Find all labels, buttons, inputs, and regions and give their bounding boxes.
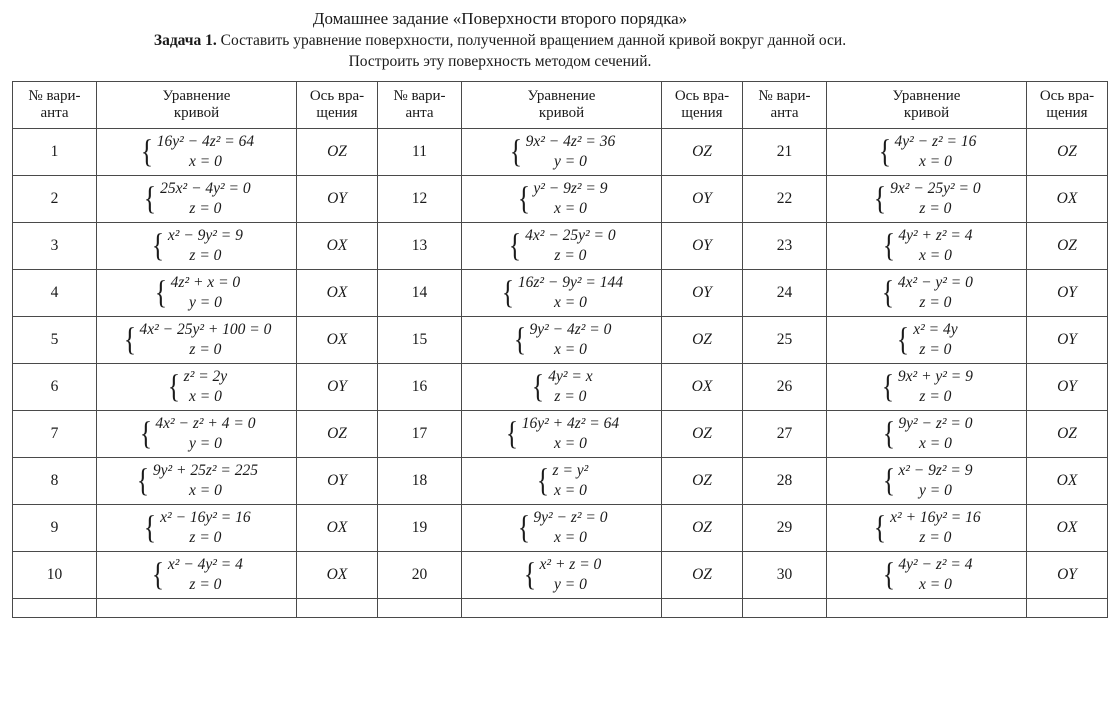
header-axis-line1: Ось вра-: [1039, 87, 1095, 104]
task-line: [12, 31, 988, 51]
table-row: [13, 364, 1108, 411]
rotation-axis: OX: [662, 364, 743, 411]
task-text: Составить уравнение поверхности, полученной вращением данной кривой вокруг данной оси.: [216, 32, 847, 50]
rotation-axis: OY: [662, 176, 743, 223]
equation-line-2: z = 0: [919, 529, 952, 547]
brace-glyph: {: [874, 180, 887, 217]
rotation-axis: OZ: [662, 505, 743, 552]
header-axis-line1: Ось вра-: [674, 87, 730, 104]
footer-cell: [297, 599, 378, 618]
equation-line-2: y = 0: [553, 576, 587, 594]
brace-glyph: {: [882, 227, 895, 264]
header-variant-line2: анта: [770, 105, 799, 122]
equation-line-2: x = 0: [554, 435, 587, 453]
rotation-axis: OZ: [297, 411, 378, 458]
curve-equation: [462, 270, 662, 317]
curve-equation: [827, 223, 1027, 270]
equation-line-2: z = 0: [919, 294, 952, 312]
rotation-axis: OX: [297, 223, 378, 270]
equation-line-1: 4x² − z² + 4 = 0: [155, 415, 256, 433]
variant-number: 13: [378, 223, 462, 270]
variant-number: 5: [13, 317, 97, 364]
footer-cell: [743, 599, 827, 618]
curve-equation: [97, 505, 297, 552]
table-header: [13, 82, 1108, 129]
equation-line-2: x = 0: [189, 388, 222, 406]
equation-line-1: 4y² + z² = 4: [898, 227, 973, 245]
equation-line-1: 9y² + 25z² = 225: [152, 462, 258, 480]
variant-number: 26: [743, 364, 827, 411]
equation-line-1: 4y² = x: [548, 368, 593, 386]
equation-line-1: 4z² + x = 0: [170, 274, 241, 292]
header-variant-1: [13, 82, 97, 129]
brace-glyph: {: [897, 321, 910, 358]
variant-number: 27: [743, 411, 827, 458]
rotation-axis: OY: [1027, 317, 1108, 364]
curve-equation: [827, 458, 1027, 505]
variant-number: 6: [13, 364, 97, 411]
equation-line-2: y = 0: [554, 153, 587, 171]
table-header-row: [13, 82, 1108, 129]
variant-number: 14: [378, 270, 462, 317]
equation-line-2: z = 0: [189, 341, 222, 359]
header-variant-2: [378, 82, 462, 129]
brace-glyph: {: [513, 321, 526, 358]
equation-line-1: x² + z = 0: [539, 556, 602, 574]
rotation-axis: OY: [662, 223, 743, 270]
equation-line-1: 4y² − z² = 16: [894, 133, 977, 151]
footer-cell: [662, 599, 743, 618]
equation-line-1: 4y² − z² = 4: [898, 556, 973, 574]
equation-line-2: z = 0: [554, 247, 587, 265]
equation-line-2: x = 0: [554, 200, 587, 218]
equation-line-1: y² − 9z² = 9: [533, 180, 608, 198]
equation-line-1: 4x² − 25y² + 100 = 0: [139, 321, 272, 339]
brace-glyph: {: [139, 415, 152, 452]
table-row: [13, 176, 1108, 223]
curve-equation: [827, 176, 1027, 223]
header-axis-line2: щения: [681, 105, 723, 122]
equation-line-2: x = 0: [189, 153, 222, 171]
header-axis-line1: Ось вра-: [309, 87, 365, 104]
variant-number: 23: [743, 223, 827, 270]
rotation-axis: OZ: [1027, 129, 1108, 176]
equation-line-2: z = 0: [189, 200, 222, 218]
variant-number: 17: [378, 411, 462, 458]
variant-number: 22: [743, 176, 827, 223]
curve-equation: [97, 317, 297, 364]
table-row: [13, 223, 1108, 270]
rotation-axis: OZ: [662, 552, 743, 599]
equation-line-2: z = 0: [189, 576, 222, 594]
header-equation-3: [827, 82, 1027, 129]
curve-equation: [97, 270, 297, 317]
header-axis-line2: щения: [316, 105, 358, 122]
equation-line-2: x = 0: [919, 576, 952, 594]
curve-equation: [462, 364, 662, 411]
equation-line-1: 16y² − 4z² = 64: [156, 133, 255, 151]
table-row: [13, 552, 1108, 599]
curve-equation: [827, 505, 1027, 552]
header-equation-line2: кривой: [173, 105, 220, 122]
variant-number: 15: [378, 317, 462, 364]
header-axis-line2: щения: [1046, 105, 1088, 122]
brace-glyph: {: [874, 509, 887, 546]
variant-number: 21: [743, 129, 827, 176]
header-axis-1: [297, 82, 378, 129]
footer-cell: [378, 599, 462, 618]
equation-line-1: x² − 4y² = 4: [167, 556, 243, 574]
equation-line-2: x = 0: [554, 529, 587, 547]
equation-line-1: 16z² − 9y² = 144: [517, 274, 623, 292]
equation-line-1: x² − 9z² = 9: [898, 462, 973, 480]
brace-glyph: {: [882, 462, 895, 499]
rotation-axis: OX: [297, 270, 378, 317]
table-row: [13, 411, 1108, 458]
brace-glyph: {: [509, 133, 522, 170]
brace-glyph: {: [167, 368, 180, 405]
variant-number: 7: [13, 411, 97, 458]
equation-line-2: x = 0: [919, 247, 952, 265]
header-variant-3: [743, 82, 827, 129]
footer-cell: [462, 599, 662, 618]
variant-number: 24: [743, 270, 827, 317]
equation-line-1: 9y² − z² = 0: [898, 415, 973, 433]
header-variant-line1: № вари-: [28, 87, 81, 104]
header-variant-line1: № вари-: [393, 87, 446, 104]
brace-glyph: {: [517, 509, 530, 546]
brace-glyph: {: [878, 133, 891, 170]
brace-glyph: {: [151, 227, 165, 264]
equation-line-1: 9y² − 4z² = 0: [529, 321, 612, 339]
equation-line-1: 9x² − 4z² = 36: [525, 133, 616, 151]
variant-number: 11: [378, 129, 462, 176]
curve-equation: [827, 411, 1027, 458]
rotation-axis: OX: [1027, 505, 1108, 552]
equation-line-2: x = 0: [554, 482, 587, 500]
equation-line-1: 4x² − 25y² = 0: [525, 227, 616, 245]
table-row: [13, 317, 1108, 364]
variant-number: 3: [13, 223, 97, 270]
equation-line-1: x² = 4y: [913, 321, 958, 339]
curve-equation: [462, 552, 662, 599]
variant-number: 12: [378, 176, 462, 223]
variant-number: 1: [13, 129, 97, 176]
brace-glyph: {: [144, 180, 157, 217]
equation-line-1: z² = 2y: [183, 368, 228, 386]
equation-line-2: z = 0: [189, 529, 222, 547]
brace-glyph: {: [509, 227, 522, 264]
equation-line-2: z = 0: [919, 200, 952, 218]
equation-line-1: x² + 16y² = 16: [890, 509, 981, 527]
equation-line-2: x = 0: [189, 482, 222, 500]
curve-equation: [97, 364, 297, 411]
equation-line-2: z = 0: [919, 341, 952, 359]
variant-number: 8: [13, 458, 97, 505]
brace-glyph: {: [154, 274, 167, 311]
curve-equation: [462, 129, 662, 176]
equation-line-2: y = 0: [919, 482, 952, 500]
variant-number: 16: [378, 364, 462, 411]
rotation-axis: OY: [297, 458, 378, 505]
rotation-axis: OZ: [1027, 411, 1108, 458]
equation-line-1: 9x² − 25y² = 0: [890, 180, 981, 198]
curve-equation: [827, 129, 1027, 176]
curve-equation: [462, 458, 662, 505]
equation-line-1: 9y² − z² = 0: [533, 509, 608, 527]
task-label: Задача 1.: [153, 32, 217, 50]
equation-line-1: 4x² − y² = 0: [897, 274, 973, 292]
variants-table: [12, 81, 1108, 618]
header-equation-line2: кривой: [538, 105, 585, 122]
equation-line-2: z = 0: [919, 388, 952, 406]
footer-cell: [13, 599, 97, 618]
variant-number: 28: [743, 458, 827, 505]
equation-line-2: x = 0: [554, 294, 587, 312]
curve-equation: [462, 317, 662, 364]
equation-line-1: 9x² + y² = 9: [897, 368, 973, 386]
table-row: [13, 129, 1108, 176]
rotation-axis: OZ: [297, 129, 378, 176]
footer-cell: [97, 599, 297, 618]
task-subtitle: Построить эту поверхность методом сечений.: [348, 52, 652, 70]
curve-equation: [827, 270, 1027, 317]
table-row: [13, 458, 1108, 505]
header-equation-line1: Уравнение: [892, 87, 961, 104]
header-equation-2: [462, 82, 662, 129]
curve-equation: [827, 552, 1027, 599]
rotation-axis: OY: [1027, 270, 1108, 317]
rotation-axis: OZ: [662, 129, 743, 176]
variant-number: 25: [743, 317, 827, 364]
equation-line-2: y = 0: [188, 294, 222, 312]
table-row: [13, 270, 1108, 317]
table-footer-row: [13, 599, 1108, 618]
curve-equation: [97, 552, 297, 599]
page-title: Домашнее задание «Поверхности второго порядка»: [312, 9, 688, 28]
equation-line-2: y = 0: [189, 435, 222, 453]
rotation-axis: OZ: [662, 411, 743, 458]
curve-equation: [827, 317, 1027, 364]
table-body: [13, 129, 1108, 618]
curve-equation: [462, 223, 662, 270]
equation-line-2: x = 0: [554, 341, 587, 359]
equation-line-1: z = y²: [552, 462, 589, 480]
equation-line-2: x = 0: [919, 435, 952, 453]
rotation-axis: OX: [297, 317, 378, 364]
equation-line-1: x² − 9y² = 9: [167, 227, 243, 245]
rotation-axis: OZ: [662, 317, 743, 364]
header-equation-line2: кривой: [903, 105, 950, 122]
brace-glyph: {: [505, 415, 518, 452]
variant-number: 30: [743, 552, 827, 599]
brace-glyph: {: [532, 368, 545, 405]
brace-glyph: {: [140, 133, 153, 170]
equation-line-2: x = 0: [919, 153, 952, 171]
brace-glyph: {: [123, 321, 136, 358]
rotation-axis: OX: [297, 505, 378, 552]
header-axis-2: [662, 82, 743, 129]
equation-line-2: z = 0: [189, 247, 222, 265]
rotation-axis: OY: [297, 176, 378, 223]
header-equation-line1: Уравнение: [162, 87, 231, 104]
rotation-axis: OY: [1027, 552, 1108, 599]
curve-equation: [97, 458, 297, 505]
brace-glyph: {: [881, 274, 895, 311]
brace-glyph: {: [882, 556, 895, 593]
document-header: [12, 8, 988, 72]
variant-number: 2: [13, 176, 97, 223]
equation-line-2: z = 0: [554, 388, 587, 406]
variant-number: 10: [13, 552, 97, 599]
rotation-axis: OX: [1027, 176, 1108, 223]
rotation-axis: OZ: [1027, 223, 1108, 270]
variant-number: 19: [378, 505, 462, 552]
brace-glyph: {: [136, 462, 150, 499]
header-variant-line2: анта: [40, 105, 69, 122]
variant-number: 29: [743, 505, 827, 552]
curve-equation: [462, 176, 662, 223]
rotation-axis: OY: [297, 364, 378, 411]
curve-equation: [462, 505, 662, 552]
rotation-axis: OX: [297, 552, 378, 599]
equation-line-1: 16y² + 4z² = 64: [521, 415, 620, 433]
variant-number: 20: [378, 552, 462, 599]
footer-cell: [827, 599, 1027, 618]
table-row: [13, 505, 1108, 552]
rotation-axis: OZ: [662, 458, 743, 505]
brace-glyph: {: [882, 415, 895, 452]
curve-equation: [827, 364, 1027, 411]
rotation-axis: OY: [662, 270, 743, 317]
brace-glyph: {: [151, 556, 165, 593]
equation-line-1: 25x² − 4y² = 0: [160, 180, 251, 198]
rotation-axis: OX: [1027, 458, 1108, 505]
rotation-axis: OY: [1027, 364, 1108, 411]
header-variant-line2: анта: [405, 105, 434, 122]
variant-number: 4: [13, 270, 97, 317]
curve-equation: [97, 176, 297, 223]
brace-glyph: {: [536, 462, 549, 499]
variant-number: 18: [378, 458, 462, 505]
brace-glyph: {: [501, 274, 515, 311]
variant-number: 9: [13, 505, 97, 552]
brace-glyph: {: [144, 509, 157, 546]
header-equation-line1: Уравнение: [527, 87, 596, 104]
curve-equation: [97, 223, 297, 270]
brace-glyph: {: [517, 180, 530, 217]
curve-equation: [97, 411, 297, 458]
curve-equation: [462, 411, 662, 458]
brace-glyph: {: [881, 368, 895, 405]
header-variant-line1: № вари-: [758, 87, 811, 104]
footer-cell: [1027, 599, 1108, 618]
curve-equation: [97, 129, 297, 176]
header-axis-3: [1027, 82, 1108, 129]
equation-line-1: x² − 16y² = 16: [160, 509, 251, 527]
brace-glyph: {: [523, 556, 536, 593]
header-equation-1: [97, 82, 297, 129]
